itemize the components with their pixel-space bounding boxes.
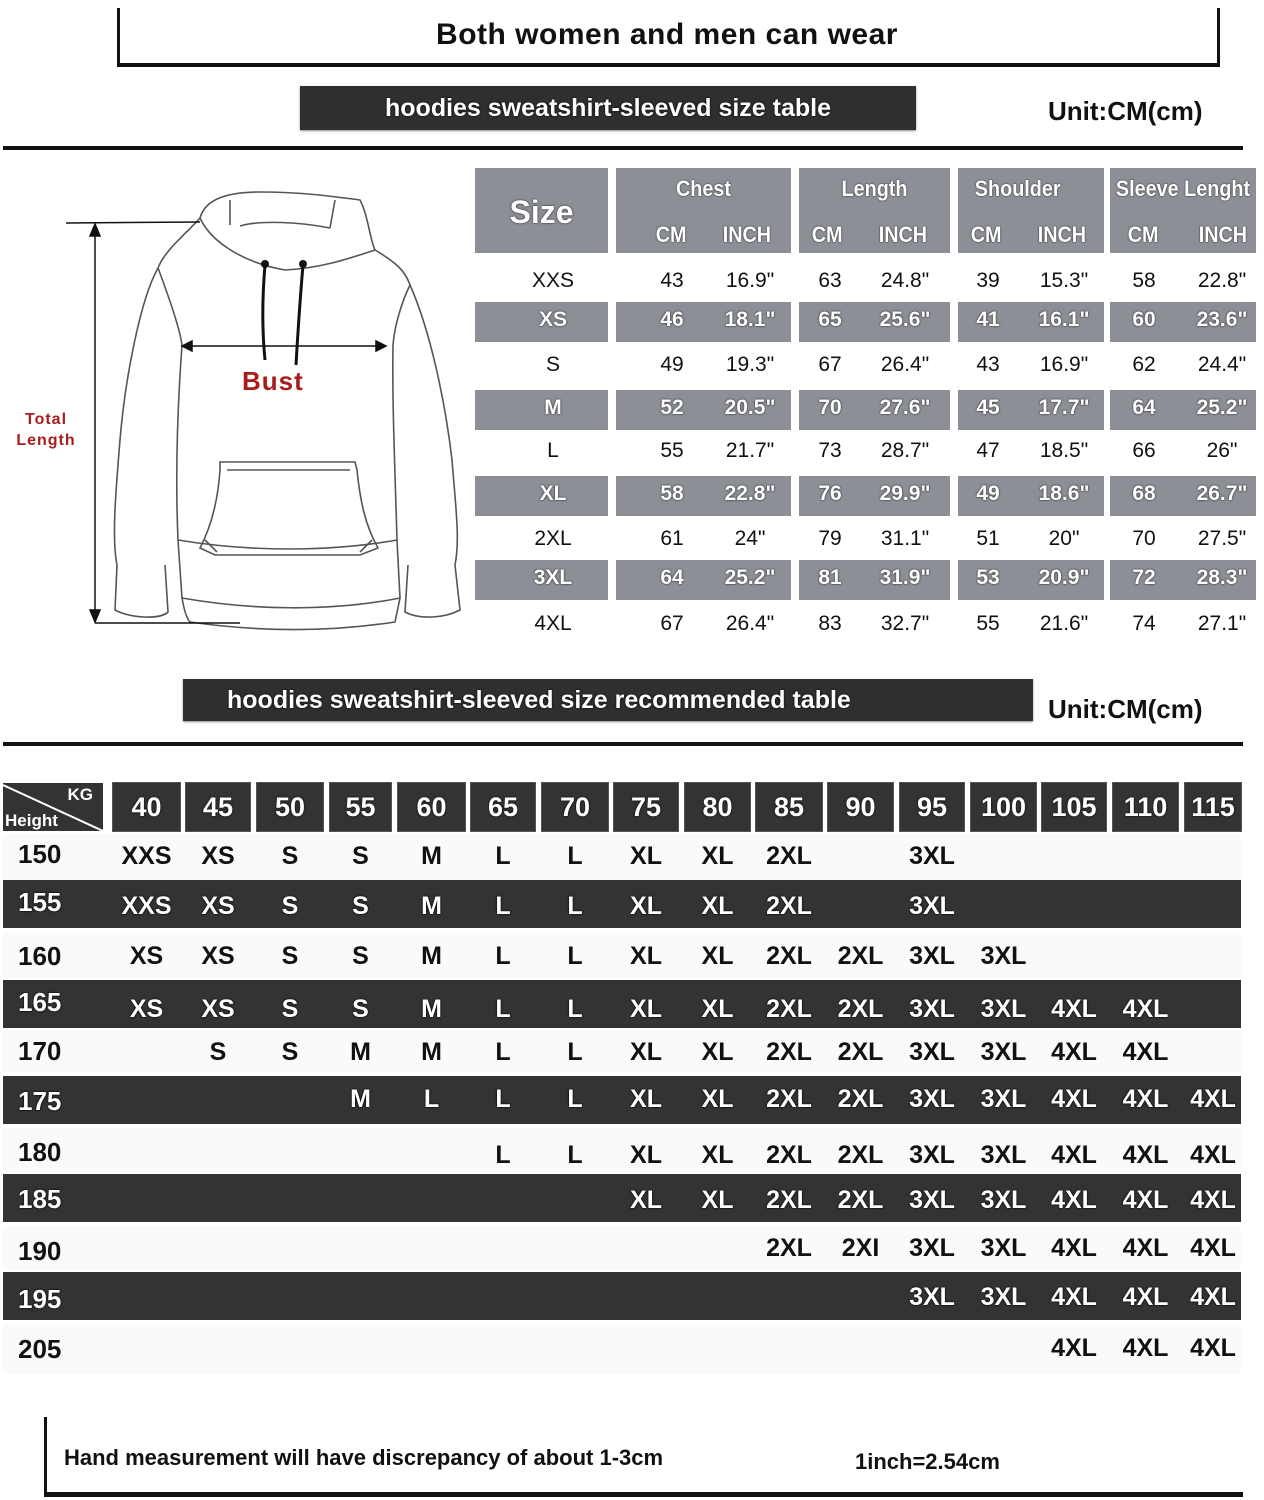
sleeve-header-label: Sleeve Lenght: [1115, 176, 1251, 201]
recommended-size: 3XL: [980, 942, 1027, 970]
recommended-size: S: [281, 1038, 299, 1066]
total-length-top-line: [66, 222, 200, 223]
recommended-size: XS: [201, 995, 235, 1023]
size-table-cell: 73: [818, 439, 842, 462]
recommended-size: M: [350, 1038, 371, 1066]
shoulder-cm-label: CM: [970, 222, 1002, 247]
weight-header: 55: [330, 783, 391, 831]
recommended-size: 3XL: [980, 1186, 1027, 1214]
size-table-cell: 20": [1048, 527, 1080, 550]
chest-inch-label: INCH: [722, 222, 772, 247]
chest-header: [616, 168, 791, 253]
recommended-size: 3XL: [980, 1141, 1027, 1169]
shoulder-header-label: Shoulder: [974, 176, 1061, 201]
recommended-size: 3XL: [909, 842, 955, 870]
recommended-size: XL: [630, 995, 662, 1023]
recommended-size: 4XL: [1122, 1141, 1169, 1169]
height-value: 160: [18, 941, 62, 971]
recommend-row: [3, 834, 1241, 880]
recommended-size: S: [281, 995, 299, 1023]
size-table-unit: Unit:CM(cm): [1048, 96, 1203, 126]
recommended-size: 2XL: [837, 1038, 884, 1066]
recommend-row: [3, 932, 1241, 978]
size-table-cell: 55: [976, 612, 1000, 635]
size-table-cell: 68: [1132, 482, 1156, 505]
recommended-size: XL: [701, 1141, 734, 1169]
recommended-size: 4XL: [1051, 1234, 1097, 1262]
height-weight-corner: [3, 783, 103, 831]
recommended-size: 2XL: [766, 995, 812, 1023]
arrow-up-icon: [90, 224, 100, 236]
weight-header: 115: [1185, 783, 1241, 831]
size-table-cell: 32.7": [880, 612, 930, 635]
size-table-cell: 26.7": [1196, 482, 1248, 505]
recommended-size: S: [209, 1038, 227, 1066]
size-table-cell: 61: [660, 527, 684, 550]
recommended-size: 3XL: [909, 995, 955, 1023]
recommended-size: XL: [701, 892, 734, 920]
size-table-cell: 26": [1206, 439, 1238, 462]
recommended-size: 3XL: [909, 1085, 955, 1113]
size-table-cell: 58: [1132, 269, 1156, 292]
sleeve-header: [1110, 168, 1256, 253]
size-table-cell: 31.1": [880, 527, 930, 550]
size-table-cell: 18.5": [1039, 439, 1089, 462]
recommended-size: XL: [630, 942, 662, 970]
page-title: Both women and men can wear: [436, 18, 898, 51]
recommended-size: XL: [630, 892, 662, 920]
size-table-cell: 67: [660, 612, 684, 635]
recommended-size: 3XL: [909, 1141, 955, 1169]
size-table-cell: 43: [660, 269, 684, 292]
height-value: 205: [18, 1334, 62, 1364]
height-value: 165: [18, 987, 62, 1017]
recommended-size: 4XL: [1051, 1283, 1097, 1311]
recommended-size: M: [421, 942, 442, 970]
size-table-cell: 16.9": [1039, 353, 1089, 376]
recommended-size: XL: [701, 842, 734, 870]
chest-header-label: Chest: [675, 176, 732, 201]
height-value: 190: [18, 1236, 62, 1266]
shoulder-header: [958, 168, 1104, 253]
recommended-size: XS: [129, 995, 164, 1023]
size-row-band: [475, 390, 608, 430]
size-table-cell: 49: [660, 353, 684, 376]
size-table-cell: 22.8": [1197, 269, 1247, 292]
recommended-size: L: [495, 892, 511, 920]
corner-height-label: Height: [5, 811, 58, 830]
arrow-down-icon: [90, 610, 100, 622]
size-table-cell: 81: [818, 566, 842, 589]
recommended-size: L: [567, 1141, 583, 1169]
size-table-cell: 83: [818, 612, 842, 635]
recommended-size: 4XL: [1051, 1038, 1097, 1066]
size-table-cell: 21.6": [1039, 612, 1089, 635]
recommended-size: 4XL: [1051, 1085, 1097, 1113]
pocket-outline: [200, 462, 378, 555]
measurement-note: Hand measurement will have discrepancy of about 1-3cm: [64, 1445, 664, 1470]
size-table-cell: 15.3": [1039, 269, 1089, 292]
size-table-cell: 21.7": [725, 439, 775, 462]
recommended-size: XL: [701, 942, 734, 970]
size-table-cell: 64: [1132, 396, 1156, 419]
size-table-cell: 20.9": [1038, 566, 1090, 589]
recommended-size: 3XL: [909, 1186, 955, 1214]
size-table-cell: 41: [976, 308, 1000, 331]
recommended-size: 2XL: [766, 1141, 812, 1169]
size-table-cell: 79: [818, 527, 842, 550]
recommended-size: 2XL: [837, 995, 884, 1023]
size-table-cell: 53: [976, 566, 1000, 589]
size-table-cell: 67: [818, 353, 842, 376]
size-table-cell: 27.6": [879, 396, 931, 419]
size-row-label: XS: [538, 308, 568, 331]
recommended-size: S: [281, 942, 299, 970]
recommended-size: L: [567, 1085, 583, 1113]
recommended-size: 4XL: [1190, 1334, 1236, 1362]
weight-header: 90: [828, 783, 893, 831]
height-value: 155: [18, 887, 62, 917]
recommended-size: 3XL: [980, 995, 1027, 1023]
weight-header: 100: [971, 783, 1036, 831]
size-table-cell: 46: [660, 308, 684, 331]
size-table-cell: 22.8": [724, 482, 776, 505]
inch-conversion: 1inch=2.54cm: [855, 1449, 1000, 1474]
recommended-size: XS: [201, 942, 235, 970]
size-table-cell: 26.4": [880, 353, 930, 376]
weight-header: 70: [542, 783, 608, 831]
recommended-size: S: [352, 842, 369, 870]
recommended-size: 3XL: [980, 1038, 1027, 1066]
size-table-cell: 51: [976, 527, 1000, 550]
body-outline: [114, 218, 200, 617]
size-table-cell: 19.3": [725, 353, 775, 376]
recommended-size: 4XL: [1051, 1141, 1097, 1169]
size-table-cell: 62: [1132, 353, 1156, 376]
size-row-label: 3XL: [533, 566, 573, 589]
drawstring-eyelet: [261, 260, 269, 268]
hood-outline: [200, 192, 375, 250]
size-table-cell: 65: [818, 308, 842, 331]
height-value: 175: [18, 1086, 62, 1116]
recommended-size: 4XL: [1051, 1186, 1097, 1214]
height-value: 180: [18, 1137, 62, 1167]
recommended-size: XS: [201, 892, 235, 920]
total-length-label-line2: Length: [16, 432, 76, 449]
size-table-title: hoodies sweatshirt-sleeved size table: [300, 86, 916, 130]
recommended-size: XS: [129, 942, 164, 970]
recommended-size: S: [352, 892, 369, 920]
recommended-size: L: [495, 942, 511, 970]
recommended-size: 2XL: [837, 942, 884, 970]
recommended-size: 4XL: [1122, 1234, 1169, 1262]
size-table-cell: 25.2": [724, 566, 776, 589]
recommended-size: XL: [630, 1186, 662, 1214]
size-table-cell: 24.8": [880, 269, 930, 292]
recommended-size: XXS: [121, 842, 172, 870]
recommended-size: 2XL: [837, 1085, 884, 1113]
size-row-label: XXS: [531, 269, 575, 292]
height-value: 195: [18, 1284, 62, 1314]
recommend-table-unit: Unit:CM(cm): [1048, 694, 1203, 724]
recommend-table-title: hoodies sweatshirt-sleeved size recommended table: [183, 679, 1033, 721]
size-table-cell: 74: [1132, 612, 1156, 635]
size-table-cell: 70: [818, 396, 842, 419]
recommended-size: 3XL: [909, 892, 955, 920]
recommended-size: 4XL: [1190, 1141, 1236, 1169]
arrow-left-icon: [182, 341, 192, 351]
size-table-cell: 76: [818, 482, 842, 505]
recommended-size: XS: [201, 842, 235, 870]
recommended-size: S: [281, 892, 299, 920]
recommended-size: 2XL: [766, 1038, 812, 1066]
weight-header: 110: [1113, 783, 1178, 831]
recommended-size: L: [567, 942, 583, 970]
recommended-size: 4XL: [1190, 1234, 1236, 1262]
recommended-size: XL: [630, 1038, 662, 1066]
recommended-size: 4XL: [1122, 1085, 1169, 1113]
size-row-label: 4XL: [534, 612, 572, 635]
size-table-cell: 26.4": [725, 612, 775, 635]
weight-header: 80: [685, 783, 750, 831]
recommended-size: 4XL: [1122, 1334, 1169, 1362]
recommended-size: 3XL: [980, 1085, 1027, 1113]
length-header-label: Length: [841, 176, 908, 201]
weight-header: 50: [257, 783, 323, 831]
recommended-size: 3XL: [909, 1234, 955, 1262]
size-table-cell: 49: [976, 482, 1000, 505]
size-table-cell: 47: [976, 439, 1000, 462]
size-table-cell: 64: [660, 566, 684, 589]
length-inch-label: INCH: [878, 222, 928, 247]
recommended-size: 2XL: [837, 1141, 884, 1169]
corner-kg-label: KG: [67, 785, 93, 804]
recommended-size: 3XL: [980, 1234, 1027, 1262]
recommended-size: L: [567, 892, 583, 920]
size-table-cell: 60: [1132, 308, 1156, 331]
size-table-cell: 43: [976, 353, 1000, 376]
recommended-size: L: [567, 1038, 583, 1066]
recommended-size: 2XL: [766, 1234, 812, 1262]
recommended-size: XL: [701, 1038, 734, 1066]
recommended-size: XL: [701, 1085, 734, 1113]
size-row-label: L: [547, 439, 559, 462]
weight-header: 95: [900, 783, 964, 831]
recommend-row: [3, 880, 1241, 928]
size-header: [475, 168, 608, 253]
recommended-size: 4XL: [1122, 995, 1169, 1023]
weight-header: 60: [398, 783, 465, 831]
recommended-size: 4XL: [1122, 1283, 1169, 1311]
weight-header: 40: [113, 783, 180, 831]
recommended-size: 2XL: [837, 1186, 884, 1214]
size-table-cell: 18.1": [724, 308, 776, 331]
recommended-size: XL: [630, 842, 662, 870]
height-value: 150: [18, 839, 62, 869]
recommended-size: 3XL: [909, 942, 955, 970]
drawstring-eyelet: [299, 260, 307, 268]
recommended-size: XL: [701, 995, 734, 1023]
recommended-size: 2XL: [766, 842, 812, 870]
size-table-cell: 24.4": [1197, 353, 1247, 376]
recommended-size: 4XL: [1190, 1085, 1236, 1113]
recommended-size: XL: [630, 1141, 662, 1169]
size-table-cell: 27.1": [1197, 612, 1247, 635]
recommended-size: 3XL: [980, 1283, 1027, 1311]
recommended-size: 2XL: [766, 1186, 812, 1214]
recommended-size: 4XL: [1051, 1334, 1097, 1362]
chest-cm-label: CM: [655, 222, 687, 247]
recommended-size: 4XL: [1190, 1283, 1236, 1311]
size-table-cell: 55: [660, 439, 684, 462]
size-table-cell: 31.9": [879, 566, 931, 589]
size-table-cell: 39: [976, 269, 1000, 292]
recommended-size: L: [567, 842, 583, 870]
recommended-size: M: [421, 1038, 442, 1066]
recommended-size: M: [421, 842, 442, 870]
weight-header: 45: [186, 783, 250, 831]
arrow-right-icon: [376, 341, 386, 351]
size-table-cell: 25.2": [1196, 396, 1248, 419]
size-row-label: S: [545, 353, 561, 376]
size-table-cell: 63: [818, 269, 842, 292]
height-value: 170: [18, 1036, 62, 1066]
shoulder-inch-label: INCH: [1037, 222, 1087, 247]
recommended-size: L: [567, 995, 583, 1023]
recommended-size: 3XL: [909, 1283, 955, 1311]
sleeve-inch-label: INCH: [1198, 222, 1248, 247]
recommended-size: L: [423, 1085, 440, 1113]
bust-label: Bust: [242, 366, 304, 396]
drawstring-right: [296, 265, 303, 365]
recommended-size: 2XI: [841, 1234, 880, 1262]
size-table-cell: 16.1": [1038, 308, 1090, 331]
size-table-cell: 20.5": [724, 396, 776, 419]
size-table-cell: 58: [660, 482, 684, 505]
size-table-cell: 70: [1132, 527, 1156, 550]
size-row-label: XL: [539, 482, 567, 505]
recommended-size: 4XL: [1122, 1038, 1169, 1066]
size-header-label: Size: [509, 194, 574, 230]
size-table-cell: 28.7": [880, 439, 930, 462]
recommended-size: L: [495, 842, 511, 870]
length-cm-label: CM: [811, 222, 843, 247]
recommended-size: M: [421, 995, 442, 1023]
weight-header: 65: [471, 783, 535, 831]
size-table-cell: 72: [1132, 566, 1156, 589]
size-table-cell: 45: [976, 396, 1000, 419]
divider: [3, 742, 1243, 746]
height-value: 185: [18, 1184, 62, 1214]
size-table-cell: 24": [734, 527, 766, 550]
recommended-size: 2XL: [766, 1085, 812, 1113]
weight-header: 85: [756, 783, 822, 831]
total-length-label-line1: Total: [24, 411, 68, 428]
recommended-size: XL: [630, 1085, 662, 1113]
recommended-size: 2XL: [766, 942, 812, 970]
size-table-cell: 52: [660, 396, 684, 419]
size-table-cell: 29.9": [879, 482, 931, 505]
total-length-label: [6, 409, 86, 451]
recommended-size: L: [495, 1141, 511, 1169]
weight-header: 105: [1042, 783, 1106, 831]
size-row-label: M: [544, 396, 562, 419]
size-table-cell: 27.5": [1197, 527, 1247, 550]
size-table-cell: 18.6": [1038, 482, 1090, 505]
size-table-cell: 17.7": [1038, 396, 1090, 419]
size-table-cell: 66: [1132, 439, 1156, 462]
divider: [3, 146, 1243, 150]
recommended-size: L: [495, 1038, 511, 1066]
recommended-size: 4XL: [1190, 1186, 1236, 1214]
length-header: [799, 168, 950, 253]
recommended-size: XL: [701, 1186, 734, 1214]
recommended-size: 4XL: [1122, 1186, 1169, 1214]
recommended-size: L: [495, 1085, 511, 1113]
recommended-size: S: [281, 842, 299, 870]
size-row-label: 2XL: [534, 527, 572, 550]
recommended-size: M: [350, 1085, 371, 1113]
recommended-size: S: [352, 942, 369, 970]
recommended-size: XXS: [121, 892, 172, 920]
recommended-size: 2XL: [766, 892, 812, 920]
recommended-size: 4XL: [1051, 995, 1097, 1023]
recommended-size: S: [352, 995, 369, 1023]
size-table-cell: 23.6": [1196, 308, 1248, 331]
sleeve-cm-label: CM: [1127, 222, 1159, 247]
recommended-size: L: [495, 995, 511, 1023]
size-table-cell: 28.3": [1196, 566, 1248, 589]
weight-header: 75: [614, 783, 678, 831]
size-table-cell: 16.9": [725, 269, 775, 292]
recommended-size: M: [421, 892, 442, 920]
recommended-size: 3XL: [909, 1038, 955, 1066]
size-table-cell: 25.6": [879, 308, 931, 331]
